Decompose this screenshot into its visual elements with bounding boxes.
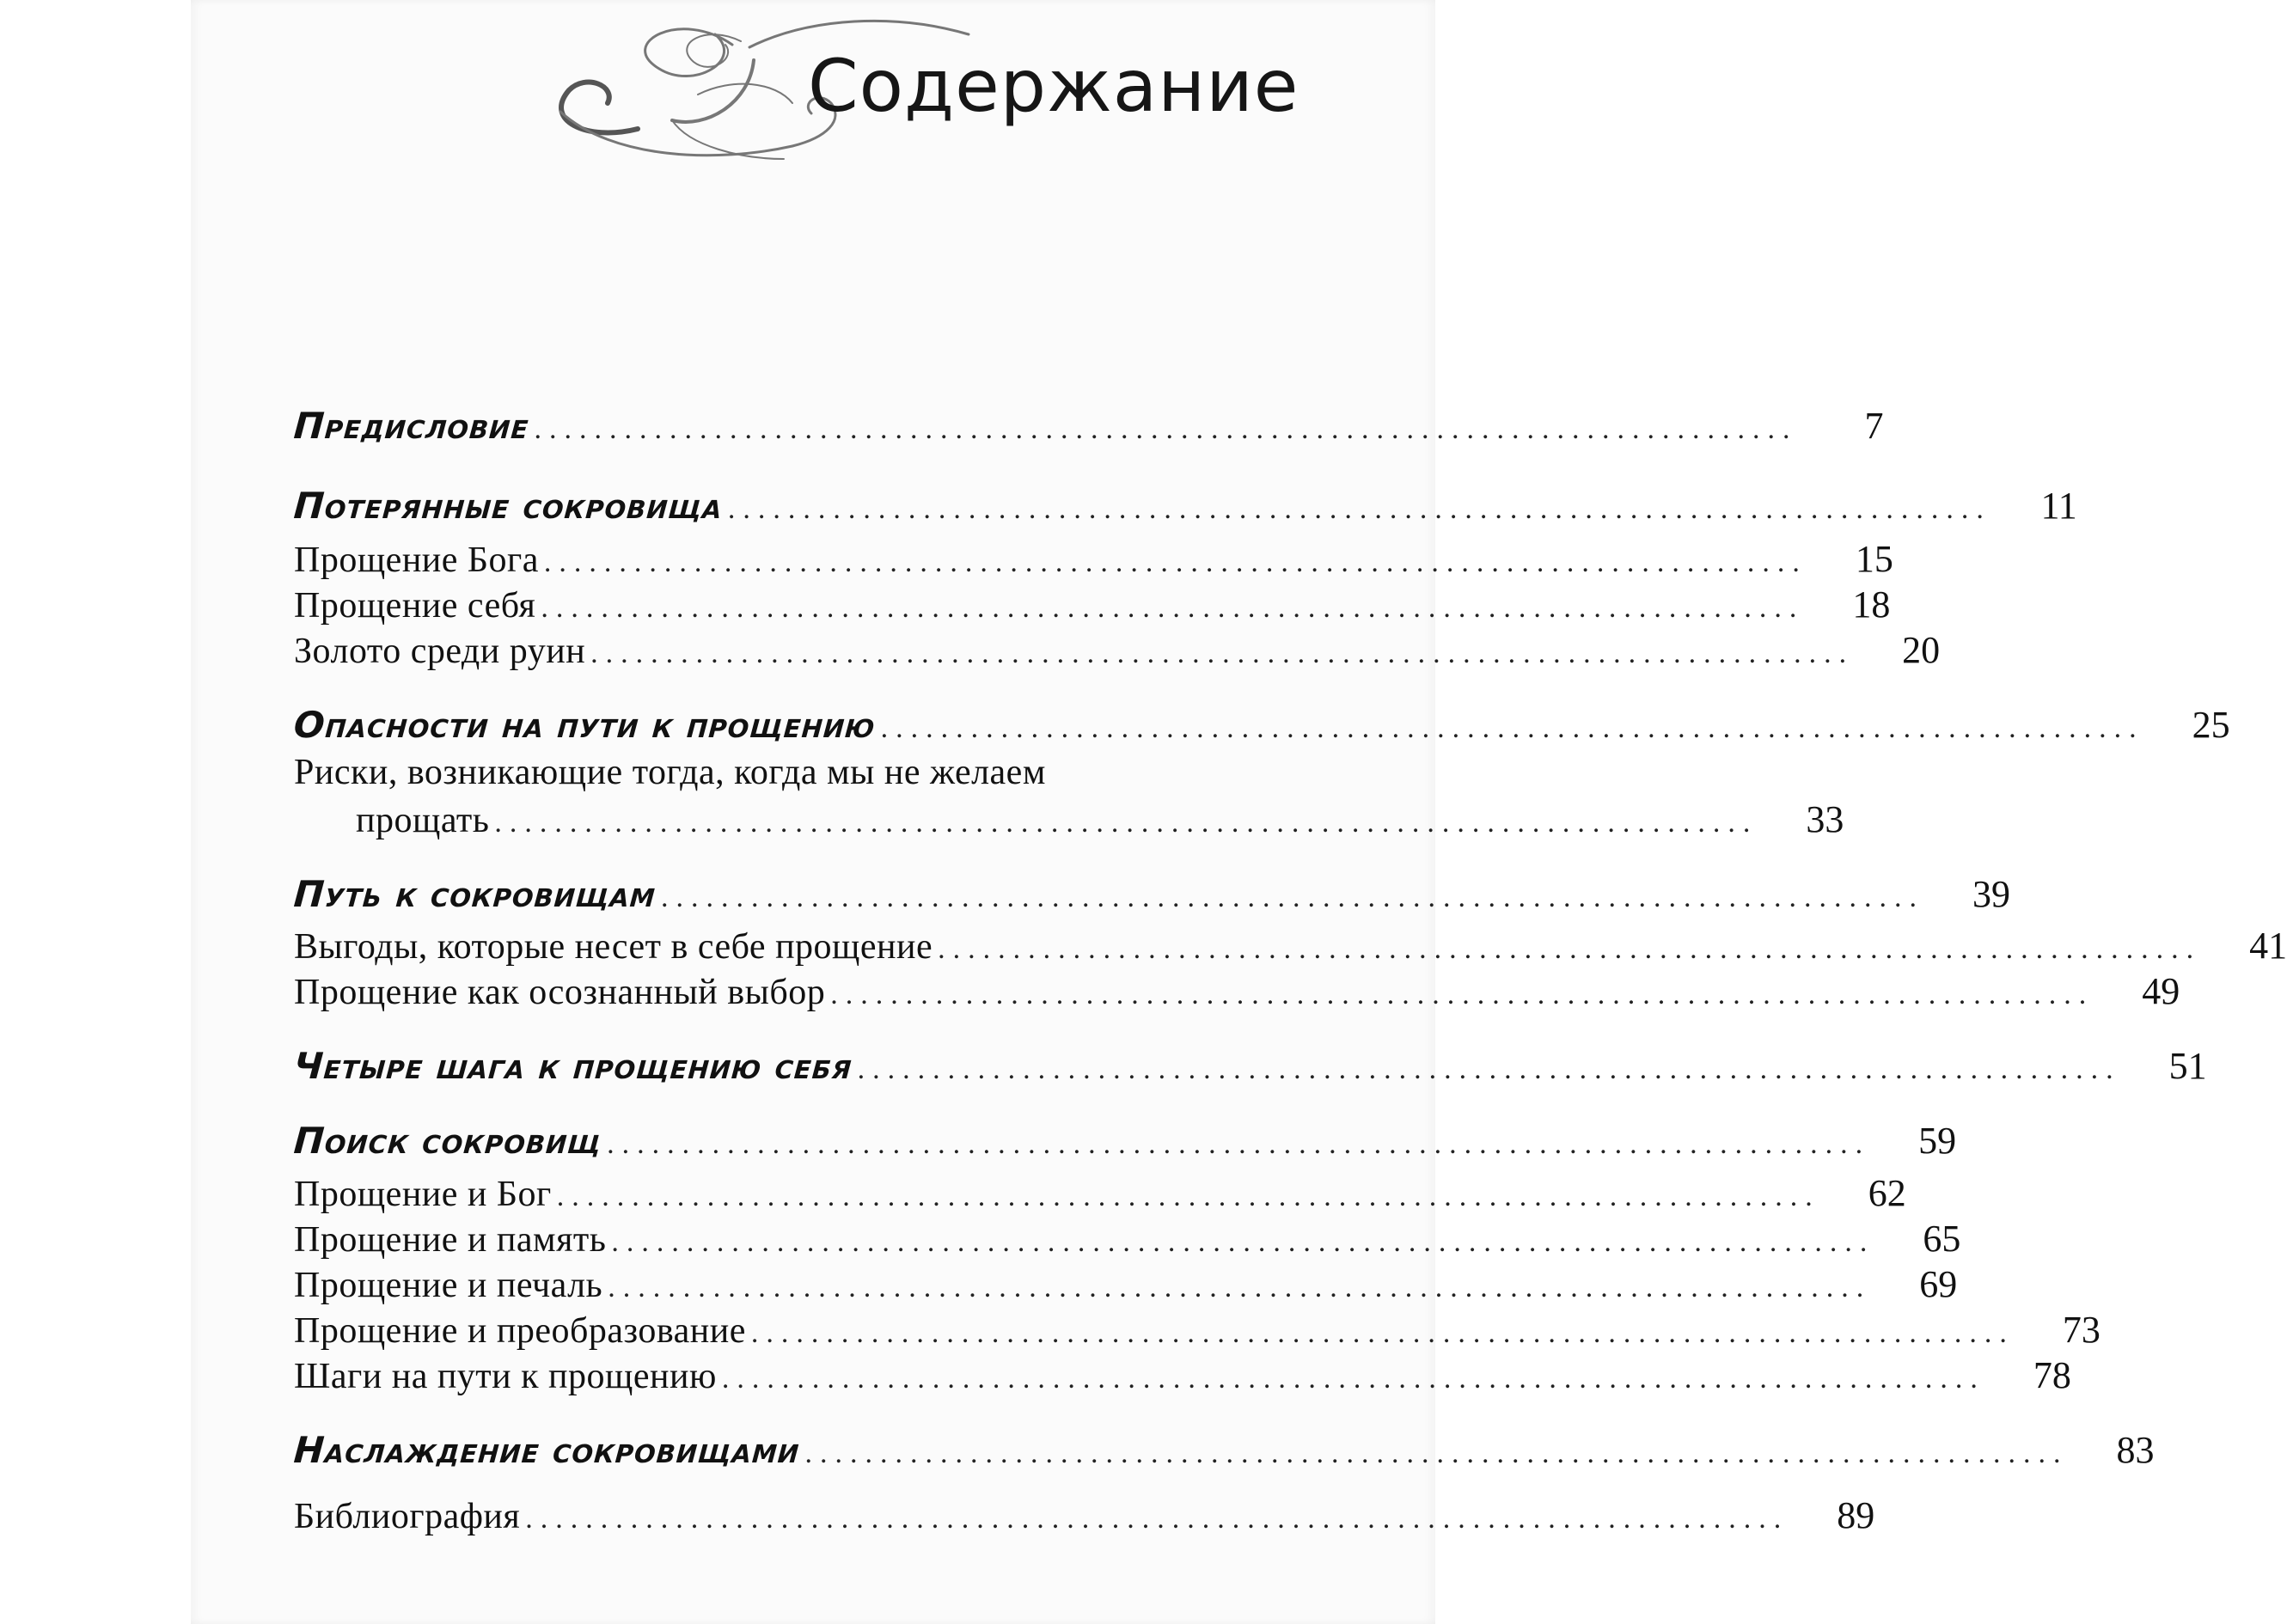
page-number: 62 [1868, 1172, 1906, 1214]
toc-chapter-title: Потерянные сокровища [292, 485, 725, 527]
toc-section-title: Выгоды, которые несет в себе прощение [294, 927, 933, 967]
page-number: 33 [1806, 798, 1844, 840]
page-number: 25 [2192, 704, 2230, 746]
toc-entry-chapter [292, 484, 2077, 528]
page-number: 78 [2033, 1354, 2071, 1396]
page-number: 65 [1923, 1218, 1961, 1260]
toc-entry-chapter [292, 872, 2011, 916]
toc-section-title: Прощение и преобразование [294, 1311, 746, 1351]
toc-entry-chapter [292, 1428, 2155, 1472]
book-page [191, 0, 2287, 1624]
toc-chapter-title: Опасности на пути к прощению [292, 704, 877, 746]
dot-leader: .................................................................................... [661, 882, 1925, 913]
page-number: 39 [1972, 873, 2011, 915]
toc-chapter-title: Путь к сокровищам [292, 873, 657, 915]
toc-entry-chapter [292, 703, 2230, 747]
page-number: 20 [1902, 629, 1941, 671]
page-number: 49 [2142, 970, 2180, 1012]
toc-entry-section [294, 1262, 1958, 1306]
page-number: 11 [2040, 485, 2077, 527]
page-number: 89 [1837, 1494, 1875, 1536]
toc-chapter-title: Наслаждение сокровищами [292, 1429, 802, 1471]
page-number: 7 [1864, 405, 1884, 447]
toc-section-title: Библиография [294, 1497, 521, 1536]
page-title: Содержание [808, 44, 1299, 128]
dot-leader: .................................................................................... [590, 638, 1855, 669]
toc-entry-section [294, 924, 2287, 968]
toc-entry-section [294, 1217, 1961, 1261]
toc-entry-section [294, 628, 1941, 672]
toc-entry-preface [292, 404, 1884, 448]
table-of-contents [292, 0, 2287, 1624]
toc-section-title: Прощение как осознанный выбор [294, 973, 826, 1012]
dot-leader: .................................................................................... [543, 546, 1807, 578]
dot-leader: .................................................................................... [608, 1272, 1872, 1303]
toc-section-title-line1: Риски, возникающие тогда, когда мы не желаем [294, 753, 1046, 792]
toc-section-title: Прощение Бога [294, 540, 539, 580]
toc-entry-section [294, 797, 1844, 841]
toc-section-title: Прощение и Бог [294, 1175, 552, 1214]
dot-leader: .................................................................................... [541, 592, 1805, 624]
toc-chapter-title: Предисловие [292, 405, 531, 447]
toc-section-title: Прощение и память [294, 1220, 607, 1260]
dot-leader: .................................................................................... [534, 413, 1798, 445]
dot-leader: .................................................................................... [556, 1181, 1820, 1212]
page-number: 51 [2168, 1045, 2207, 1087]
toc-chapter-title: Поиск сокровищ [292, 1120, 603, 1162]
dot-leader: .................................................................................... [938, 933, 2202, 965]
toc-entry-section [294, 1308, 2100, 1352]
toc-entry-section [294, 583, 1891, 626]
toc-chapter-title: Четыре шага к прощению себя [292, 1045, 854, 1087]
toc-entry-chapter [292, 1119, 1957, 1163]
toc-entry-section [294, 1171, 1906, 1215]
dot-leader: .................................................................................... [525, 1503, 1789, 1535]
dot-leader: .................................................................................... [857, 1053, 2121, 1085]
dot-leader: .................................................................................... [721, 1363, 1985, 1395]
toc-entry-section [294, 537, 1893, 581]
toc-entry-section [294, 1353, 2071, 1397]
toc-entry-section [294, 969, 2180, 1013]
dot-leader: .................................................................................... [727, 493, 1991, 525]
dot-leader: .................................................................................... [750, 1317, 2015, 1349]
toc-section-title: Прощение и печаль [294, 1266, 603, 1305]
dot-leader: .................................................................................... [607, 1128, 1871, 1160]
dot-leader: .................................................................................... [804, 1438, 2069, 1469]
dot-leader: .................................................................................... [494, 807, 1758, 839]
toc-section-title-line2: прощать [356, 801, 490, 840]
page-number: 73 [2062, 1309, 2100, 1351]
page-number: 15 [1855, 538, 1893, 580]
page-number: 59 [1918, 1120, 1957, 1162]
page-number: 83 [2116, 1429, 2155, 1471]
page-number: 69 [1919, 1263, 1958, 1305]
toc-entry-bibliography [294, 1493, 1875, 1537]
dot-leader: .................................................................................... [830, 979, 2094, 1010]
dot-leader: .................................................................................... [880, 712, 2144, 744]
toc-entry-chapter [292, 1044, 2207, 1088]
page-number: 41 [2249, 925, 2287, 967]
toc-section-title: Шаги на пути к прощению [294, 1357, 717, 1396]
toc-section-title: Золото среди руин [294, 632, 586, 671]
page-number: 18 [1852, 583, 1891, 626]
toc-section-title: Прощение себя [294, 586, 536, 626]
dot-leader: .................................................................................... [611, 1226, 1875, 1258]
